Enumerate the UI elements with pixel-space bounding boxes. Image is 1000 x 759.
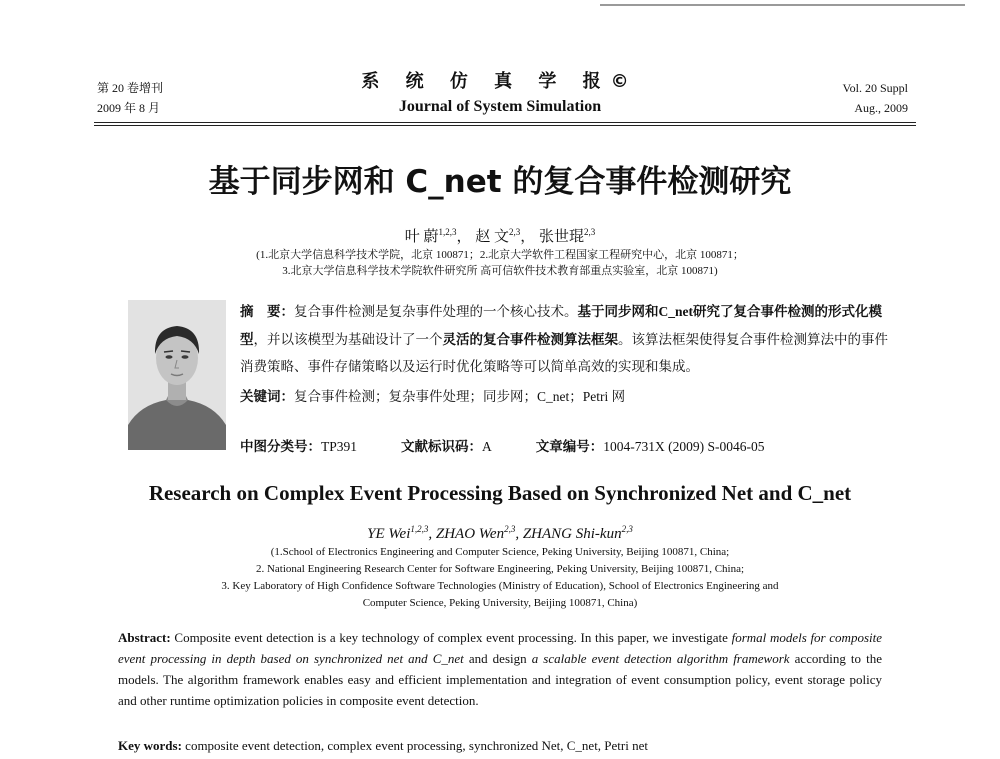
date-cn: 2009 年 8 月: [97, 101, 161, 115]
author-sup: 2,3: [584, 227, 596, 237]
affiliation-line: 2. National Engineering Research Center for Software Engineering, Peking University, Beijing 100871, China;: [255, 563, 745, 575]
abstract-cn-emphasis: 基于同步网和C_net研究了复合事件检测的形式化模型: [240, 304, 882, 347]
author-sup: 2,3: [621, 524, 633, 534]
paper-title-en: Research on Complex Event Processing Based on Synchronized Net and C_net: [148, 481, 852, 505]
doc-code-label: 文献标识码：: [401, 439, 483, 455]
abstract-en-emphasis: a scalable event detection algorithm framework: [531, 651, 790, 666]
author-sup: 2,3: [504, 524, 516, 534]
abstract-cn-label: 摘 要：: [240, 304, 294, 320]
abstract-en-text: according to the models. The algorithm framework enables easy and efficient implementation and integration of event consumption policy, event storage policy and other runtime optimization policies in composite event detection.: [118, 651, 882, 708]
abstract-cn-text: 复合事件检测是复杂事件处理的一个核心技术。: [294, 304, 578, 319]
author-en: ZHANG Shi-kun: [522, 526, 622, 542]
affiliations-en: [100, 544, 900, 612]
author-sup: 2,3: [509, 227, 521, 237]
article-number-label: 文章编号：: [535, 439, 604, 455]
author-portrait-image: [128, 300, 226, 450]
scan-edge-line: [600, 4, 965, 6]
keywords-en: [118, 737, 648, 755]
clc-label: 中图分类号：: [240, 439, 321, 455]
abstract-cn-text: ，并以该模型为基础设计了一个: [253, 332, 443, 347]
keywords-cn-label: 关键词：: [240, 389, 294, 405]
abstract-cn-text: 。该算法框架使得复合事件检测算法中的事件消费策略、事件存储策略以及运行时优化策略等可以简单高效的实现和集成。: [240, 332, 888, 374]
abstract-en-text: and design: [463, 651, 532, 666]
abstract-en-label: Abstract:: [118, 630, 171, 645]
keywords-en-label: Key words:: [118, 738, 182, 753]
affiliation-line: (1.School of Electronics Engineering and Computer Science, Peking University, Beijing 100871, China;: [270, 546, 730, 558]
keywords-cn: [240, 383, 900, 411]
authors-en: YE Wei$^{1,2,3}$, ZHAO Wen$^{2,3}$, ZHANG Shi-kun$^{2,3}$: [367, 524, 633, 542]
author-cn: 赵 文: [475, 229, 509, 245]
authors-cn: 叶 蔚$^{1,2,3}$， 赵 文$^{2,3}$， 张世琨$^{2,3}$: [404, 227, 596, 245]
affiliation-line: (1.北京大学信息科学技术学院，北京 100871；2.北京大学软件工程国家工程研究中心，北京 100871；: [256, 249, 744, 261]
affiliation-line: 3.北京大学信息科学技术学院软件研究所 高可信软件技术教育部重点实验室，北京 100871): [282, 265, 718, 277]
abstract-cn: [240, 298, 900, 411]
author-en: ZHAO Wen: [435, 526, 505, 542]
author-sup: 1,2,3: [410, 524, 429, 534]
abstract-en-text: Composite event detection is a key technology of complex event processing. In this paper, we investigate: [170, 630, 732, 645]
keywords-cn-text: 复合事件检测；复杂事件处理；同步网；C_net；Petri 网: [294, 389, 626, 404]
author-cn: 叶 蔚: [404, 229, 439, 245]
header-rule-bottom: [94, 125, 916, 126]
classification-line: [240, 437, 765, 457]
journal-header: [250, 70, 750, 118]
author-photo: [128, 300, 226, 450]
affiliation-line: Computer Science, Peking University, Beijing 100871, China): [362, 597, 638, 609]
date-en: Aug., 2009: [854, 101, 908, 115]
paper-title-cn: 基于同步网和 C_net 的复合事件检测研究: [208, 164, 792, 200]
abstract-en: [118, 627, 882, 711]
keywords-en-text: composite event detection, complex event processing, synchronized Net, C_net, Petri net: [181, 738, 648, 753]
author-en: YE Wei: [367, 526, 411, 542]
journal-name-cn: 系 统 仿 真 学 报©: [361, 71, 639, 92]
author-cn: 张世琨: [539, 229, 585, 245]
affiliations-cn: [120, 247, 880, 279]
affiliation-line: 3. Key Laboratory of High Confidence Software Technologies (Ministry of Education), School of Electronics Engineering and: [221, 580, 779, 592]
author-sup: 1,2,3: [438, 227, 457, 237]
header-right: [843, 78, 908, 118]
header-rule-top: [94, 122, 916, 123]
volume-cn: 第 20 卷增刊: [97, 81, 164, 95]
abstract-cn-emphasis: 灵活的复合事件检测算法框架: [442, 332, 618, 347]
header-left: [97, 78, 163, 118]
journal-name-en: Journal of System Simulation: [398, 98, 602, 115]
article-number-value: 1004-731X (2009) S-0046-05: [603, 439, 765, 454]
doc-code-value: A: [482, 439, 492, 454]
abstract-en-emphasis: formal models for composite event processing in depth based on synchronized net and C_net: [118, 630, 883, 666]
clc-value: TP391: [321, 439, 358, 454]
volume-en: Vol. 20 Suppl: [842, 81, 908, 95]
